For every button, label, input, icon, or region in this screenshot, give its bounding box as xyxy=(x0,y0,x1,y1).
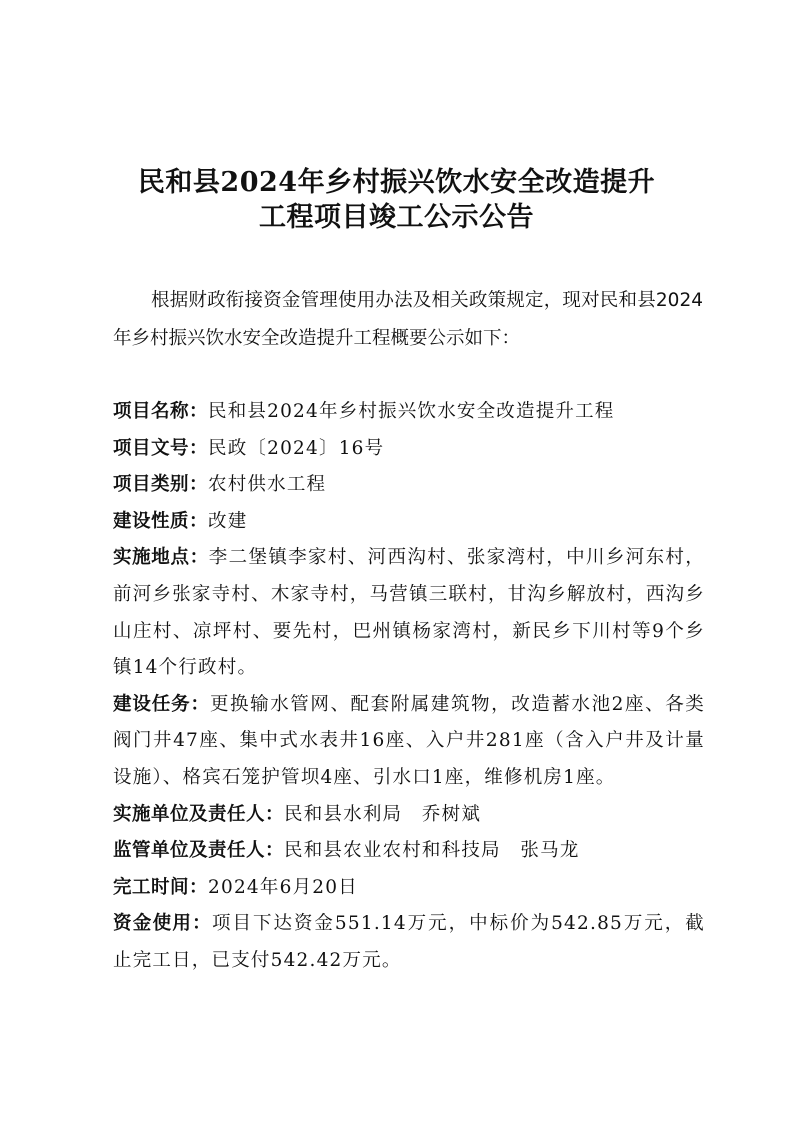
field-value: 2024年6月20日 xyxy=(208,876,358,898)
field-label: 完工时间： xyxy=(113,876,209,898)
field-value: 农村供水工程 xyxy=(208,474,327,496)
field-value: 民政〔2024〕16号 xyxy=(208,437,385,459)
project-details xyxy=(113,394,705,980)
intro-paragraph: 根据财政衔接资金管理使用办法及相关政策规定，现对民和县2024年乡村振兴饮水安全改造提升工程概要公示如下： xyxy=(113,290,703,349)
field-value: 李二堡镇李家村、河西沟村、张家湾村，中川乡河东村，前河乡张家寺村、木家寺村，马营镇三联村，甘沟乡解放村，西沟乡山庄村、凉坪村、要先村，巴州镇杨家湾村，新民乡下川村等9个乡镇14个行政村。 xyxy=(113,547,705,679)
field-label: 建设任务： xyxy=(113,693,210,715)
field-supervising-unit xyxy=(113,833,705,870)
field-implementing-unit xyxy=(113,797,705,834)
field-value: 民和县农业农村和科技局 张马龙 xyxy=(284,840,580,862)
field-label: 项目类别： xyxy=(113,474,209,496)
field-label: 监管单位及责任人： xyxy=(113,840,285,862)
field-value: 民和县水利局 乔树斌 xyxy=(284,803,482,825)
field-construction-nature xyxy=(113,504,705,541)
field-value: 民和县2024年乡村振兴饮水安全改造提升工程 xyxy=(208,401,615,422)
document-title-line-2: 工程项目竣工公示公告 xyxy=(259,202,534,233)
field-label: 建设性质： xyxy=(113,510,209,532)
field-value: 更换输水管网、配套附属建筑物，改造蓄水池2座、各类阀门井47座、集中式水表井16座、入户井281座（含入户井及计量设施）、格宾石笼护管坝4座、引水口1座，维修机房1座。 xyxy=(113,693,705,788)
field-project-category xyxy=(113,467,705,504)
field-label: 项目文号： xyxy=(113,437,209,459)
field-value: 改建 xyxy=(208,510,248,532)
field-completion-date xyxy=(113,870,705,907)
field-label: 项目名称： xyxy=(113,401,209,422)
field-fund-usage xyxy=(113,906,705,979)
field-location xyxy=(113,540,705,686)
field-label: 实施地点： xyxy=(113,547,209,569)
document-title-line-1: 民和县2024年乡村振兴饮水安全改造提升 xyxy=(137,167,656,198)
field-value: 项目下达资金551.14万元，中标价为542.85万元，截止完工日，已支付542.42万元。 xyxy=(113,913,705,971)
field-project-name xyxy=(113,394,705,431)
field-construction-tasks xyxy=(113,687,705,797)
field-label: 资金使用： xyxy=(113,913,212,935)
field-document-number xyxy=(113,431,705,468)
field-label: 实施单位及责任人： xyxy=(113,803,285,825)
